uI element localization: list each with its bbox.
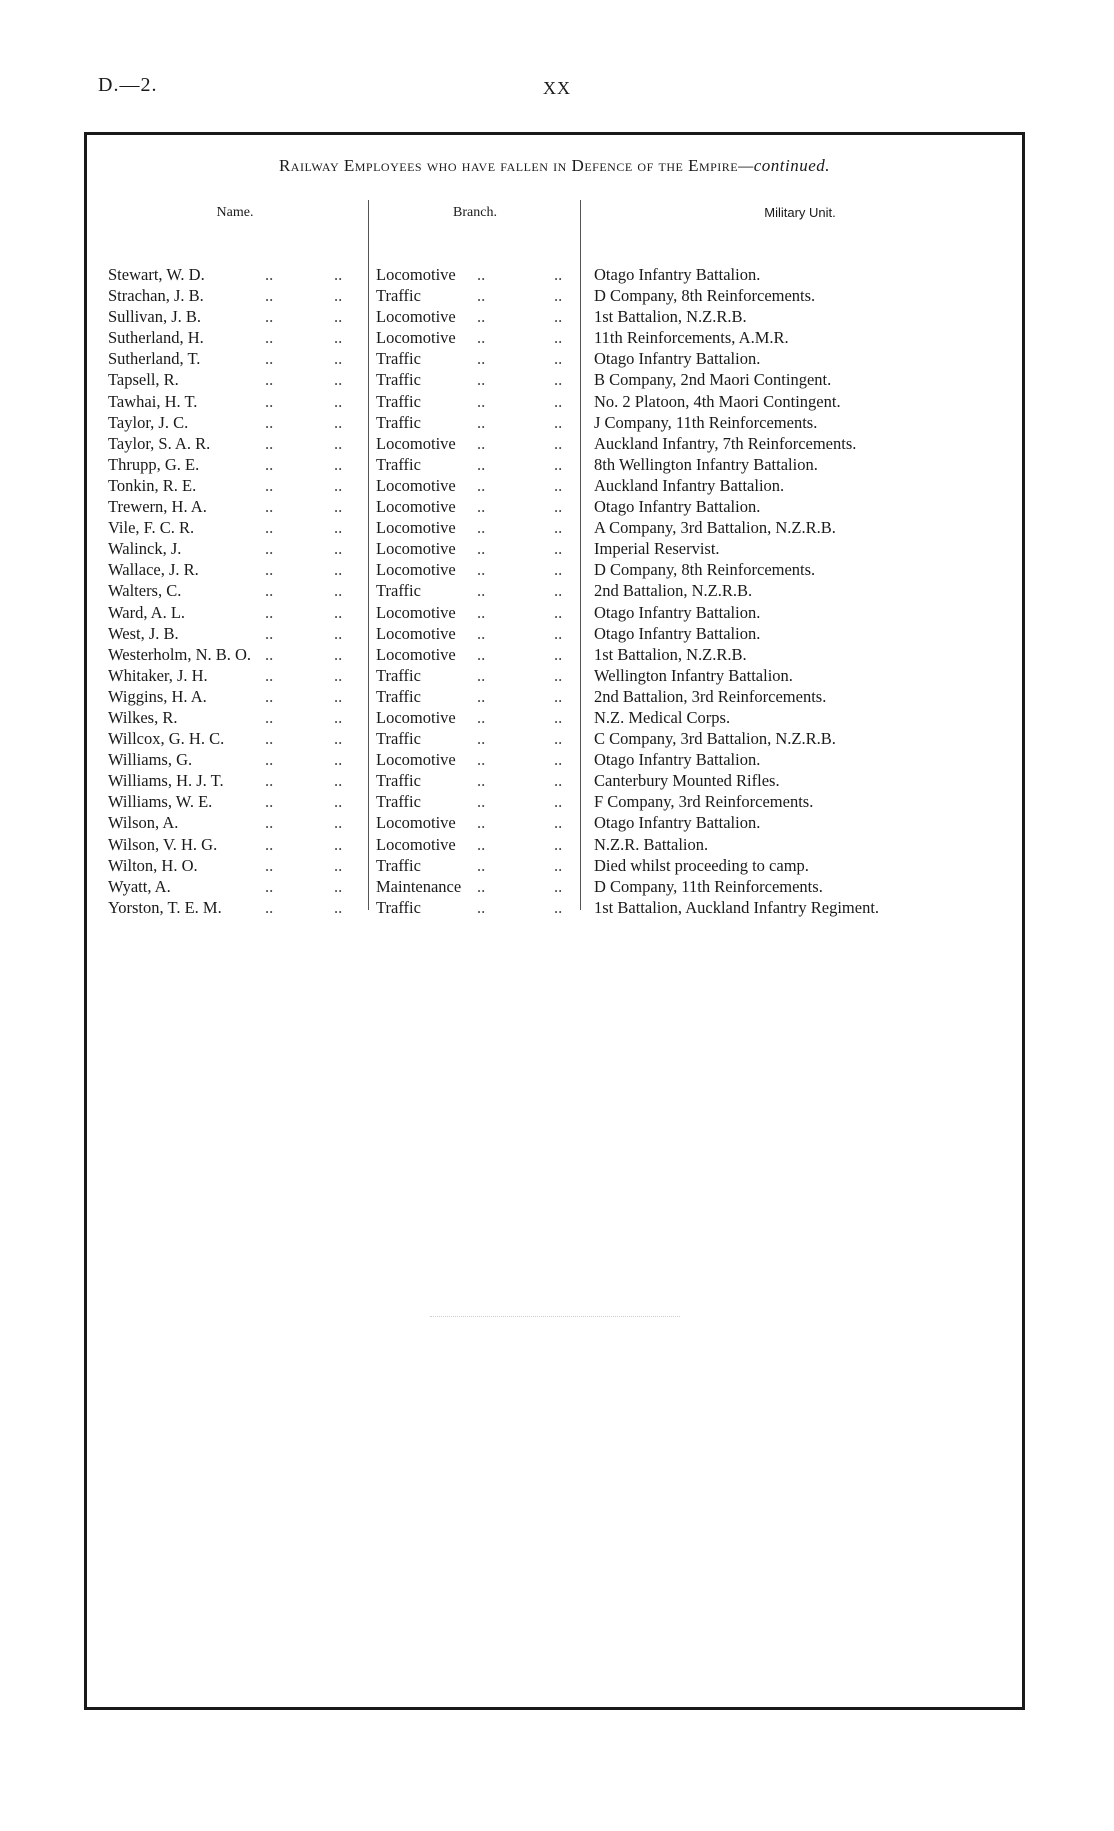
table-title (84, 156, 1025, 176)
employee-branch: Locomotive (376, 433, 456, 453)
paper-smudge (430, 1316, 680, 1320)
employee-name: Sutherland, T. (108, 349, 201, 369)
leader-dots: .. (334, 433, 343, 453)
leader-dots: .. (334, 560, 343, 580)
table-row (0, 707, 1114, 728)
leader-dots: .. (334, 855, 343, 875)
employee-branch: Traffic (376, 897, 421, 917)
leader-dots: .. (265, 539, 274, 559)
table-row (0, 306, 1114, 327)
leader-dots: .. (265, 602, 274, 622)
employee-branch: Traffic (376, 771, 421, 791)
leader-dots: .. (334, 349, 343, 369)
leader-dots: .. (477, 307, 486, 327)
employee-branch: Locomotive (376, 307, 456, 327)
leader-dots: .. (334, 834, 343, 854)
table-row (0, 812, 1114, 833)
table-row (0, 602, 1114, 623)
leader-dots: .. (477, 855, 486, 875)
leader-dots: .. (554, 623, 563, 643)
leader-dots: .. (334, 771, 343, 791)
leader-dots: .. (334, 391, 343, 411)
employee-name: Williams, W. E. (108, 792, 213, 812)
leader-dots: .. (477, 475, 486, 495)
military-unit: Otago Infantry Battalion. (594, 813, 761, 833)
military-unit: Otago Infantry Battalion. (594, 349, 761, 369)
employee-branch: Locomotive (376, 707, 456, 727)
employee-branch: Locomotive (376, 518, 456, 538)
leader-dots: .. (265, 686, 274, 706)
military-unit: Otago Infantry Battalion. (594, 265, 761, 284)
leader-dots: .. (477, 518, 486, 538)
employee-name: Wiggins, H. A. (108, 686, 207, 706)
employee-name: Taylor, J. C. (108, 412, 189, 432)
employee-branch: Locomotive (376, 497, 456, 517)
employee-branch: Traffic (376, 391, 421, 411)
table-row (0, 580, 1114, 601)
table-row (0, 348, 1114, 369)
leader-dots: .. (477, 665, 486, 685)
leader-dots: .. (265, 897, 274, 917)
leader-dots: .. (554, 897, 563, 917)
employee-branch: Locomotive (376, 539, 456, 559)
military-unit: J Company, 11th Reinforcements. (594, 412, 818, 432)
leader-dots: .. (334, 454, 343, 474)
employee-branch: Maintenance (376, 876, 462, 896)
leader-dots: .. (554, 518, 563, 538)
table-row (0, 369, 1114, 390)
leader-dots: .. (265, 623, 274, 643)
leader-dots: .. (265, 560, 274, 580)
employee-name: Sutherland, H. (108, 328, 204, 348)
leader-dots: .. (334, 897, 343, 917)
leader-dots: .. (477, 771, 486, 791)
table-row (0, 665, 1114, 686)
employee-branch: Locomotive (376, 623, 456, 643)
leader-dots: .. (334, 602, 343, 622)
leader-dots: .. (334, 750, 343, 770)
military-unit: 8th Wellington Infantry Battalion. (594, 454, 818, 474)
leader-dots: .. (265, 370, 274, 390)
employee-branch: Locomotive (376, 560, 456, 580)
employee-name: Stewart, W. D. (108, 265, 205, 284)
leader-dots: .. (554, 286, 563, 306)
leader-dots: .. (477, 792, 486, 812)
military-unit: 2nd Battalion, N.Z.R.B. (594, 581, 753, 601)
page-number: XX (543, 78, 571, 98)
leader-dots: .. (334, 581, 343, 601)
employee-branch: Locomotive (376, 750, 456, 770)
leader-dots: .. (334, 265, 343, 284)
table-row (0, 855, 1114, 876)
leader-dots: .. (554, 665, 563, 685)
leader-dots: .. (554, 750, 563, 770)
military-unit: Canterbury Mounted Rifles. (594, 771, 780, 791)
employee-name: Westerholm, N. B. O. (108, 644, 252, 664)
employee-name: Yorston, T. E. M. (108, 897, 222, 917)
leader-dots: .. (334, 876, 343, 896)
table-row (0, 496, 1114, 517)
leader-dots: .. (554, 792, 563, 812)
employee-table (0, 264, 1114, 918)
employee-name: Strachan, J. B. (108, 286, 204, 306)
employee-branch: Traffic (376, 581, 421, 601)
military-unit: A Company, 3rd Battalion, N.Z.R.B. (594, 518, 836, 538)
leader-dots: .. (554, 370, 563, 390)
leader-dots: .. (554, 644, 563, 664)
leader-dots: .. (477, 581, 486, 601)
military-unit: D Company, 8th Reinforcements. (594, 286, 816, 306)
table-row (0, 454, 1114, 475)
leader-dots: .. (477, 391, 486, 411)
leader-dots: .. (554, 560, 563, 580)
leader-dots: .. (554, 686, 563, 706)
employee-name: Willcox, G. H. C. (108, 729, 225, 749)
military-unit: Died whilst proceeding to camp. (594, 855, 809, 875)
employee-branch: Locomotive (376, 834, 456, 854)
leader-dots: .. (554, 497, 563, 517)
leader-dots: .. (334, 286, 343, 306)
military-unit: No. 2 Platoon, 4th Maori Contingent. (594, 391, 841, 411)
employee-name: Tapsell, R. (108, 370, 179, 390)
table-row (0, 876, 1114, 897)
leader-dots: .. (265, 644, 274, 664)
leader-dots: .. (265, 349, 274, 369)
employee-name: Tonkin, R. E. (108, 475, 197, 495)
leader-dots: .. (265, 813, 274, 833)
leader-dots: .. (265, 665, 274, 685)
employee-name: Sullivan, J. B. (108, 307, 202, 327)
table-row (0, 686, 1114, 707)
employee-branch: Locomotive (376, 644, 456, 664)
leader-dots: .. (477, 286, 486, 306)
leader-dots: .. (477, 328, 486, 348)
employee-name: Williams, H. J. T. (108, 771, 224, 791)
leader-dots: .. (265, 328, 274, 348)
employee-name: Tawhai, H. T. (108, 391, 198, 411)
leader-dots: .. (265, 792, 274, 812)
employee-name: Wyatt, A. (108, 876, 171, 896)
leader-dots: .. (477, 265, 486, 284)
leader-dots: .. (265, 876, 274, 896)
military-unit: Otago Infantry Battalion. (594, 497, 761, 517)
military-unit: D Company, 11th Reinforcements. (594, 876, 823, 896)
military-unit: Wellington Infantry Battalion. (594, 665, 793, 685)
leader-dots: .. (477, 729, 486, 749)
employee-name: Taylor, S. A. R. (108, 433, 211, 453)
leader-dots: .. (554, 412, 563, 432)
leader-dots: .. (554, 307, 563, 327)
leader-dots: .. (265, 475, 274, 495)
leader-dots: .. (477, 497, 486, 517)
military-unit: C Company, 3rd Battalion, N.Z.R.B. (594, 729, 836, 749)
table-row (0, 749, 1114, 770)
employee-name: Thrupp, G. E. (108, 454, 200, 474)
leader-dots: .. (554, 391, 563, 411)
leader-dots: .. (554, 539, 563, 559)
military-unit: Imperial Reservist. (594, 539, 720, 559)
employee-branch: Traffic (376, 792, 421, 812)
leader-dots: .. (477, 623, 486, 643)
leader-dots: .. (554, 834, 563, 854)
leader-dots: .. (334, 665, 343, 685)
leader-dots: .. (265, 729, 274, 749)
leader-dots: .. (554, 729, 563, 749)
leader-dots: .. (265, 497, 274, 517)
title-main: Railway Employees who have fallen in Defence of the Empire (278, 156, 739, 175)
military-unit: 1st Battalion, N.Z.R.B. (594, 307, 747, 327)
leader-dots: .. (265, 707, 274, 727)
employee-branch: Locomotive (376, 475, 456, 495)
military-unit: Auckland Infantry, 7th Reinforcements. (594, 433, 857, 453)
leader-dots: .. (477, 813, 486, 833)
table-row (0, 623, 1114, 644)
leader-dots: .. (265, 771, 274, 791)
leader-dots: .. (265, 855, 274, 875)
table-row (0, 538, 1114, 559)
leader-dots: .. (334, 644, 343, 664)
leader-dots: .. (477, 834, 486, 854)
leader-dots: .. (477, 686, 486, 706)
employee-name: Walters, C. (108, 581, 182, 601)
leader-dots: .. (554, 349, 563, 369)
leader-dots: .. (334, 539, 343, 559)
leader-dots: .. (477, 370, 486, 390)
table-row (0, 897, 1114, 918)
employee-branch: Traffic (376, 286, 421, 306)
employee-branch: Traffic (376, 412, 421, 432)
leader-dots: .. (554, 855, 563, 875)
military-unit: Otago Infantry Battalion. (594, 602, 761, 622)
leader-dots: .. (334, 792, 343, 812)
military-unit: B Company, 2nd Maori Contingent. (594, 370, 832, 390)
military-unit: N.Z. Medical Corps. (594, 707, 731, 727)
military-unit: F Company, 3rd Reinforcements. (594, 792, 814, 812)
leader-dots: .. (265, 265, 274, 284)
leader-dots: .. (477, 876, 486, 896)
leader-dots: .. (554, 876, 563, 896)
leader-dots: .. (265, 286, 274, 306)
employee-name: West, J. B. (108, 623, 179, 643)
leader-dots: .. (477, 560, 486, 580)
employee-branch: Locomotive (376, 602, 456, 622)
leader-dots: .. (334, 729, 343, 749)
leader-dots: .. (477, 349, 486, 369)
military-unit: Otago Infantry Battalion. (594, 623, 761, 643)
leader-dots: .. (265, 307, 274, 327)
leader-dots: .. (265, 433, 274, 453)
column-header-unit: Military Unit. (764, 205, 836, 220)
employee-name: Walinck, J. (108, 539, 182, 559)
military-unit: D Company, 8th Reinforcements. (594, 560, 816, 580)
leader-dots: .. (334, 475, 343, 495)
leader-dots: .. (477, 897, 486, 917)
employee-branch: Traffic (376, 855, 421, 875)
leader-dots: .. (334, 686, 343, 706)
leader-dots: .. (265, 518, 274, 538)
leader-dots: .. (334, 328, 343, 348)
leader-dots: .. (265, 412, 274, 432)
leader-dots: .. (334, 623, 343, 643)
leader-dots: .. (334, 707, 343, 727)
leader-dots: .. (477, 539, 486, 559)
table-row (0, 264, 1114, 285)
military-unit: 1st Battalion, N.Z.R.B. (594, 644, 747, 664)
leader-dots: .. (265, 454, 274, 474)
leader-dots: .. (334, 813, 343, 833)
military-unit: 11th Reinforcements, A.M.R. (594, 328, 789, 348)
employee-branch: Traffic (376, 686, 421, 706)
employee-branch: Locomotive (376, 265, 456, 284)
table-row (0, 770, 1114, 791)
employee-name: Vile, F. C. R. (108, 518, 195, 538)
column-header-name: Name. (216, 205, 254, 220)
military-unit: Auckland Infantry Battalion. (594, 475, 785, 495)
leader-dots: .. (554, 454, 563, 474)
employee-branch: Locomotive (376, 813, 456, 833)
leader-dots: .. (554, 707, 563, 727)
employee-branch: Traffic (376, 665, 421, 685)
leader-dots: .. (265, 391, 274, 411)
leader-dots: .. (265, 581, 274, 601)
leader-dots: .. (334, 518, 343, 538)
leader-dots: .. (477, 644, 486, 664)
employee-name: Ward, A. L. (108, 602, 186, 622)
table-row (0, 327, 1114, 348)
employee-branch: Traffic (376, 370, 421, 390)
leader-dots: .. (477, 602, 486, 622)
table-row (0, 791, 1114, 812)
leader-dots: .. (554, 771, 563, 791)
leader-dots: .. (554, 265, 563, 284)
employee-name: Wilkes, R. (108, 707, 178, 727)
employee-name: Wallace, J. R. (108, 560, 199, 580)
table-row (0, 475, 1114, 496)
table-row (0, 728, 1114, 749)
leader-dots: .. (554, 433, 563, 453)
leader-dots: .. (265, 750, 274, 770)
military-unit: Otago Infantry Battalion. (594, 750, 761, 770)
leader-dots: .. (334, 412, 343, 432)
employee-branch: Locomotive (376, 328, 456, 348)
leader-dots: .. (554, 328, 563, 348)
table-row (0, 285, 1114, 306)
employee-name: Wilson, V. H. G. (108, 834, 218, 854)
column-header-branch: Branch. (453, 205, 497, 220)
table-row (0, 433, 1114, 454)
employee-name: Trewern, H. A. (108, 497, 207, 517)
leader-dots: .. (477, 412, 486, 432)
employee-name: Wilton, H. O. (108, 855, 198, 875)
title-continued: —continued. (738, 156, 831, 175)
leader-dots: .. (554, 581, 563, 601)
table-row (0, 644, 1114, 665)
employee-branch: Traffic (376, 349, 421, 369)
leader-dots: .. (477, 707, 486, 727)
leader-dots: .. (477, 433, 486, 453)
table-row (0, 391, 1114, 412)
leader-dots: .. (334, 307, 343, 327)
leader-dots: .. (554, 602, 563, 622)
military-unit: 1st Battalion, Auckland Infantry Regiment. (594, 897, 880, 917)
leader-dots: .. (265, 834, 274, 854)
leader-dots: .. (554, 475, 563, 495)
table-row (0, 559, 1114, 580)
employee-name: Wilson, A. (108, 813, 179, 833)
military-unit: 2nd Battalion, 3rd Reinforcements. (594, 686, 827, 706)
employee-name: Whitaker, J. H. (108, 665, 208, 685)
table-row (0, 834, 1114, 855)
leader-dots: .. (334, 370, 343, 390)
employee-name: Williams, G. (108, 750, 193, 770)
employee-branch: Traffic (376, 454, 421, 474)
leader-dots: .. (554, 813, 563, 833)
military-unit: N.Z.R. Battalion. (594, 834, 709, 854)
page-reference: D.—2. (98, 74, 158, 96)
table-row (0, 412, 1114, 433)
employee-branch: Traffic (376, 729, 421, 749)
table-row (0, 517, 1114, 538)
leader-dots: .. (477, 750, 486, 770)
leader-dots: .. (334, 497, 343, 517)
leader-dots: .. (477, 454, 486, 474)
